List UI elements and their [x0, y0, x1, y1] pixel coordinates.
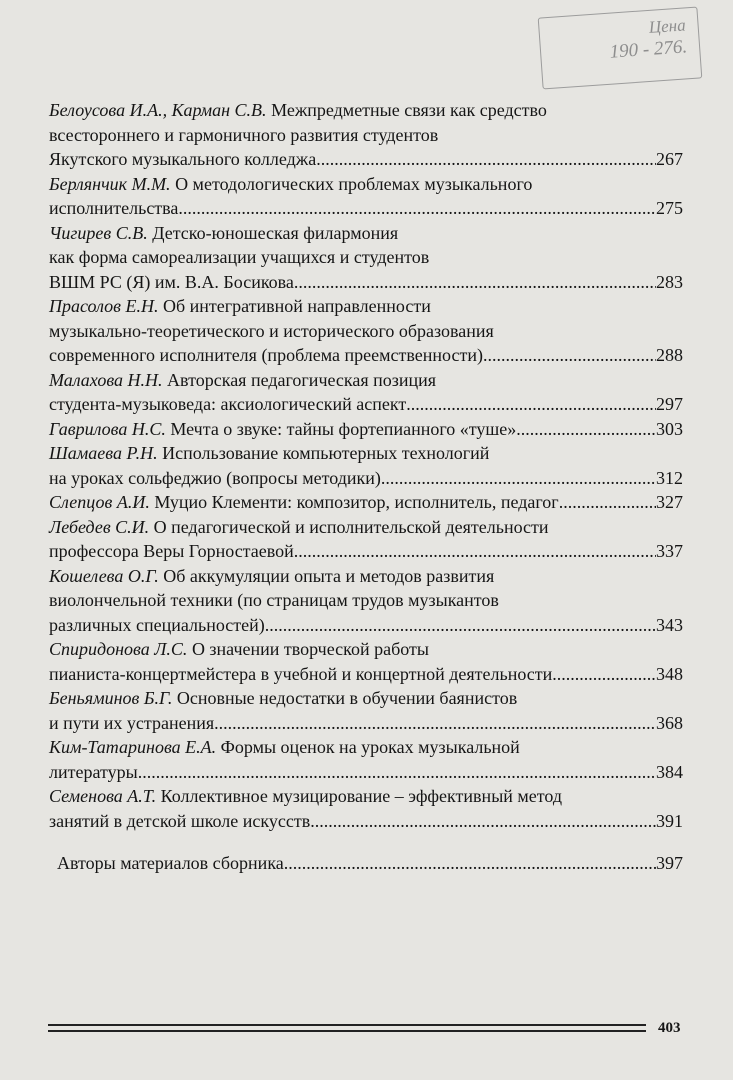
toc-page-number: 368: [656, 712, 683, 733]
stamp-price: 190 - 276.: [608, 36, 688, 63]
toc-line-text: [49, 343, 483, 368]
toc-page-number: 283: [656, 271, 683, 292]
toc-line: [49, 172, 683, 197]
toc-entry: [49, 784, 683, 833]
toc-entry: [49, 221, 683, 295]
toc-title-text: всестороннего и гармоничного развития студентов: [49, 124, 439, 145]
toc-line: [49, 319, 683, 344]
toc-author: Чигирев С.В.: [49, 222, 148, 243]
toc-author: Малахова Н.Н.: [49, 369, 163, 390]
toc-page-number: 288: [656, 345, 683, 365]
toc-title-text: О методологических проблемах музыкального: [175, 173, 533, 194]
toc-author: Гаврилова Н.С.: [49, 418, 166, 439]
toc-entry: [49, 98, 683, 172]
toc-line-text: [49, 147, 316, 172]
toc-title-text: виолончельной техники (по страницам трудов музыкантов: [49, 590, 499, 610]
toc-line-text: [49, 809, 310, 834]
toc-title-text: современного исполнителя (проблема преемственности): [49, 345, 483, 365]
toc-leader-dots: [483, 343, 656, 368]
toc-title-text: различных специальностей): [49, 614, 265, 635]
toc-line: [49, 711, 683, 736]
toc-line-text: [49, 270, 294, 295]
toc-author: Спиридонова Л.С.: [49, 639, 188, 659]
toc-entry: [49, 735, 683, 784]
toc-line-text: [49, 466, 381, 491]
toc-line-text: [49, 711, 214, 736]
toc-line: [49, 735, 683, 760]
toc-leader-dots: [559, 490, 656, 515]
toc-author: Белоусова И.А., Карман С.В.: [49, 100, 267, 120]
toc-title-text: Основные недостатки в обучении баянистов: [176, 688, 518, 708]
toc-line-text: [49, 196, 178, 221]
toc-line: [49, 809, 683, 834]
toc-leader-dots: [294, 270, 656, 295]
toc-title-text: О значении творческой работы: [191, 639, 429, 659]
toc-author: Шамаева Р.Н.: [49, 443, 158, 463]
toc-line: [49, 123, 683, 148]
toc-author: Слепцов А.И.: [49, 492, 150, 512]
toc-line-text: [49, 539, 294, 564]
toc-title-text: ВШМ РС (Я) им. В.А. Босикова: [49, 271, 294, 292]
toc-line-text: [49, 613, 265, 638]
toc-page-number: 337: [656, 541, 683, 561]
toc-page-number: 303: [656, 418, 683, 439]
toc-line: [49, 637, 683, 662]
toc-line-text: [49, 490, 559, 515]
toc-title-text: и пути их устранения: [49, 712, 215, 733]
toc-line: [49, 98, 683, 123]
toc-author: Прасолов Е.Н.: [49, 296, 159, 316]
toc-line: [49, 343, 683, 368]
toc-leader-dots: [294, 539, 656, 564]
toc-line: [49, 851, 683, 876]
footer-rule-bottom: [48, 1030, 646, 1032]
toc-line: [49, 686, 683, 711]
toc-entry: [49, 368, 683, 417]
toc-title-text: музыкально-теоретического и исторического образования: [49, 320, 494, 341]
toc-page-number: 267: [656, 149, 683, 169]
toc-title-text: занятий в детской школе искусств: [49, 810, 311, 831]
toc-title-text: Межпредметные связи как средство: [271, 100, 547, 120]
toc-line: [49, 662, 683, 687]
toc-line: [49, 417, 683, 442]
toc-line: [49, 515, 683, 540]
toc-author: Кошелева О.Г.: [49, 565, 159, 586]
toc-leader-dots: [310, 809, 656, 834]
toc-line: [49, 196, 683, 221]
toc-title-text: Формы оценок на уроках музыкальной: [220, 737, 520, 757]
toc-author: Ким-Татаринова Е.А.: [49, 737, 217, 757]
toc-leader-dots: [284, 851, 656, 876]
table-of-contents: [49, 98, 683, 876]
toc-page-number: 391: [656, 810, 683, 831]
toc-line: [49, 270, 683, 295]
toc-page-number: 384: [656, 761, 683, 782]
page-number: 403: [658, 1020, 681, 1036]
toc-entry: [49, 564, 683, 638]
toc-entry: [49, 637, 683, 686]
toc-title-text: Якутского музыкального колледжа: [49, 149, 317, 169]
toc-line-text: [49, 760, 138, 785]
toc-page-number: 275: [656, 198, 683, 218]
toc-leader-dots: [406, 392, 656, 417]
toc-line-text: [49, 392, 406, 417]
toc-line: [49, 588, 683, 613]
toc-line: [49, 466, 683, 491]
toc-line: [49, 221, 683, 246]
toc-title-text: на уроках сольфеджио (вопросы методики): [49, 467, 381, 488]
toc-leader-dots: [381, 466, 656, 491]
toc-title-text: Коллективное музицирование – эффективный метод: [160, 786, 563, 806]
toc-line-text: [49, 662, 552, 687]
toc-author: Семенова А.Т.: [49, 786, 157, 806]
toc-line: [49, 760, 683, 785]
toc-line: [49, 613, 683, 638]
toc-page-number: 397: [656, 853, 683, 873]
toc-title-text: Авторская педагогическая позиция: [167, 369, 437, 390]
toc-line: [49, 539, 683, 564]
toc-line: [49, 294, 683, 319]
toc-page-number: 348: [656, 663, 683, 684]
toc-author: Берлянчик М.М.: [49, 173, 171, 194]
footer-rule-top: [48, 1024, 646, 1026]
toc-line: [49, 490, 683, 515]
toc-entry: [49, 515, 683, 564]
toc-line: [49, 784, 683, 809]
toc-line: [49, 245, 683, 270]
toc-title-text: Муцио Клементи: композитор, исполнитель, педагог: [154, 492, 559, 512]
toc-entry: [49, 686, 683, 735]
toc-page-number: 343: [656, 614, 683, 635]
toc-entry: [49, 441, 683, 490]
toc-title-text: Авторы материалов сборника: [57, 853, 284, 873]
toc-line: [49, 147, 683, 172]
toc-title-text: Об интегративной направленности: [162, 296, 431, 316]
toc-entry: [49, 417, 683, 442]
toc-title-text: Об аккумуляции опыта и методов развития: [163, 565, 495, 586]
toc-title-text: Мечта о звуке: тайны фортепианного «туше»: [170, 418, 517, 439]
toc-entry-authors: [49, 851, 683, 876]
stamp-label: Цена: [648, 15, 687, 37]
toc-leader-dots: [516, 417, 656, 442]
toc-line: [49, 392, 683, 417]
toc-entry: [49, 294, 683, 368]
toc-title-text: Детско-юношеская филармония: [152, 222, 399, 243]
toc-gap: [49, 833, 683, 851]
toc-title-text: студента-музыковеда: аксиологический аспект: [49, 394, 407, 414]
toc-leader-dots: [265, 613, 656, 638]
toc-title-text: профессора Веры Горностаевой: [49, 541, 294, 561]
toc-title-text: литературы: [49, 761, 138, 782]
toc-author: Беньяминов Б.Г.: [49, 688, 173, 708]
toc-page-number: 312: [656, 467, 683, 488]
toc-leader-dots: [552, 662, 656, 687]
price-stamp: [538, 7, 703, 90]
toc-line: [49, 441, 683, 466]
toc-line-text: [49, 417, 516, 442]
toc-page-number: 327: [656, 492, 683, 512]
toc-entry: [49, 490, 683, 515]
toc-title-text: как форма самореализации учащихся и студентов: [49, 247, 430, 267]
toc-page-number: 297: [656, 394, 683, 414]
toc-leader-dots: [178, 196, 656, 221]
toc-line: [49, 368, 683, 393]
toc-author: Лебедев С.И.: [49, 516, 150, 537]
toc-line: [49, 564, 683, 589]
toc-title-text: Использование компьютерных технологий: [162, 443, 490, 463]
toc-title-text: О педагогической и исполнительской деятельности: [153, 516, 549, 537]
toc-title-text: пианиста-концертмейстера в учебной и концертной деятельности: [49, 663, 553, 684]
toc-leader-dots: [316, 147, 656, 172]
toc-entry: [49, 172, 683, 221]
toc-leader-dots: [138, 760, 656, 785]
toc-title-text: исполнительства: [49, 198, 179, 218]
toc-leader-dots: [214, 711, 656, 736]
